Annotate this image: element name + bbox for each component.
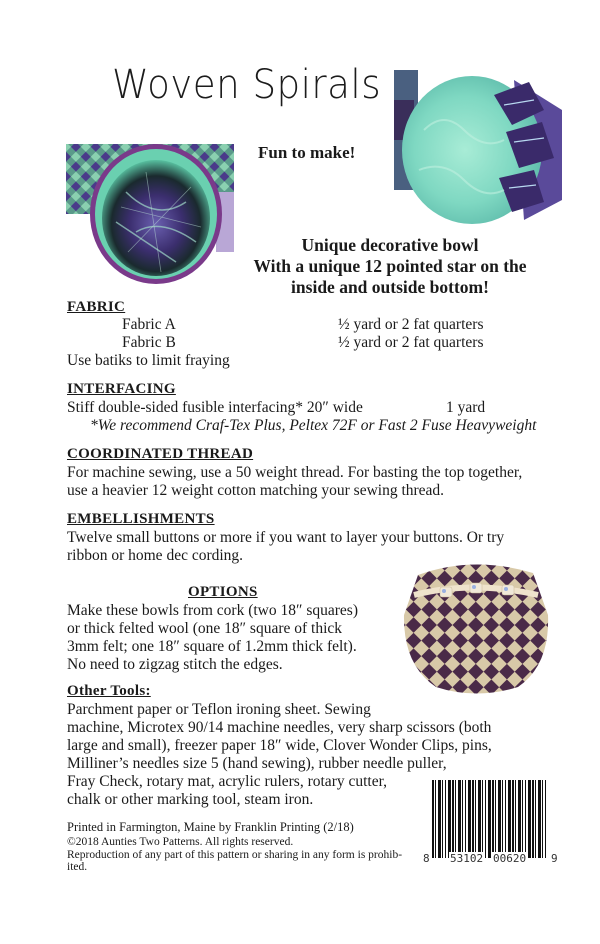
tools-line-6: chalk or other marking tool, steam iron. <box>67 791 314 808</box>
embellishments-line-1: Twelve small buttons or more if you want to layer your buttons. Or try <box>67 529 505 546</box>
embellishments-heading: EMBELLISHMENTS <box>67 511 215 527</box>
fabric-heading: FABRIC <box>67 299 126 315</box>
tools-line-1: Parchment paper or Teflon ironing sheet. Sewing <box>67 701 371 718</box>
tools-line-5: Fray Check, rotary mat, acrylic rulers, rotary cutter, <box>67 773 388 790</box>
cork-bowl-image <box>398 555 553 695</box>
barcode-group-1: 53102 <box>450 852 484 865</box>
barcode-digit-left: 8 <box>423 852 430 865</box>
headline-line-2: With a unique 12 pointed star on the <box>253 256 527 276</box>
tools-line-2: machine, Microtex 90/14 machine needles, very sharp scissors (both <box>67 719 492 736</box>
fabric-note: Use batiks to limit fraying <box>67 352 230 369</box>
barcode-group-2: 00620 <box>493 852 527 865</box>
tools-line-3: large and small), freezer paper 18″ wide, Clover Wonder Clips, pins, <box>67 737 492 754</box>
headline-line-1: Unique decorative bowl <box>301 235 479 255</box>
headline-line-3: inside and outside bottom! <box>291 277 489 297</box>
tools-line-4: Milliner’s needles size 5 (hand sewing), rubber needle puller, <box>67 755 447 772</box>
tools-heading: Other Tools: <box>67 683 151 699</box>
fabric-b-label: Fabric B <box>122 334 176 351</box>
interfacing-amount: 1 yard <box>446 399 486 416</box>
headline <box>200 235 580 298</box>
barcode-bars <box>432 780 548 858</box>
interfacing-item: Stiff double-sided fusible interfacing* 20″ wide <box>67 399 363 416</box>
interfacing-note: *We recommend Craf-Tex Plus, Peltex 72F or Fast 2 Fuse Heavyweight <box>90 417 537 434</box>
tagline: Fun to make! <box>258 143 356 162</box>
thread-line-1: For machine sewing, use a 50 weight thread. For basting the top together, <box>67 464 523 481</box>
fabric-a-amount: ½ yard or 2 fat quarters <box>338 316 484 333</box>
reproduction-notice-cont: ited. <box>67 861 88 873</box>
options-line-2: or thick felted wool (one 18″ square of thick <box>67 620 343 637</box>
options-line-3: 3mm felt; one 18″ square of 1.2mm thick felt). <box>67 638 357 655</box>
options-line-1: Make these bowls from cork (two 18″ squares) <box>67 602 358 619</box>
options-line-4: No need to zigzag stitch the edges. <box>67 656 283 673</box>
fabric-b-amount: ½ yard or 2 fat quarters <box>338 334 484 351</box>
thread-line-2: use a heavier 12 weight cotton matching your sewing thread. <box>67 482 445 499</box>
printed-info: Printed in Farmington, Maine by Franklin Printing (2/18) <box>67 820 354 834</box>
fabric-a-label: Fabric A <box>122 316 176 333</box>
copyright: ©2018 Aunties Two Patterns. All rights reserved. <box>67 836 294 848</box>
thread-heading: COORDINATED THREAD <box>67 446 254 462</box>
interfacing-heading: INTERFACING <box>67 381 176 397</box>
bowl-outside-image <box>394 70 562 226</box>
reproduction-notice: Reproduction of any part of this pattern or sharing in any form is prohib- <box>67 849 403 861</box>
embellishments-line-2: ribbon or home dec cording. <box>67 547 244 564</box>
page-title: Woven Spirals <box>112 62 382 108</box>
upc-barcode <box>423 780 558 872</box>
options-heading: OPTIONS <box>188 584 258 600</box>
barcode-digit-right: 9 <box>551 852 558 865</box>
